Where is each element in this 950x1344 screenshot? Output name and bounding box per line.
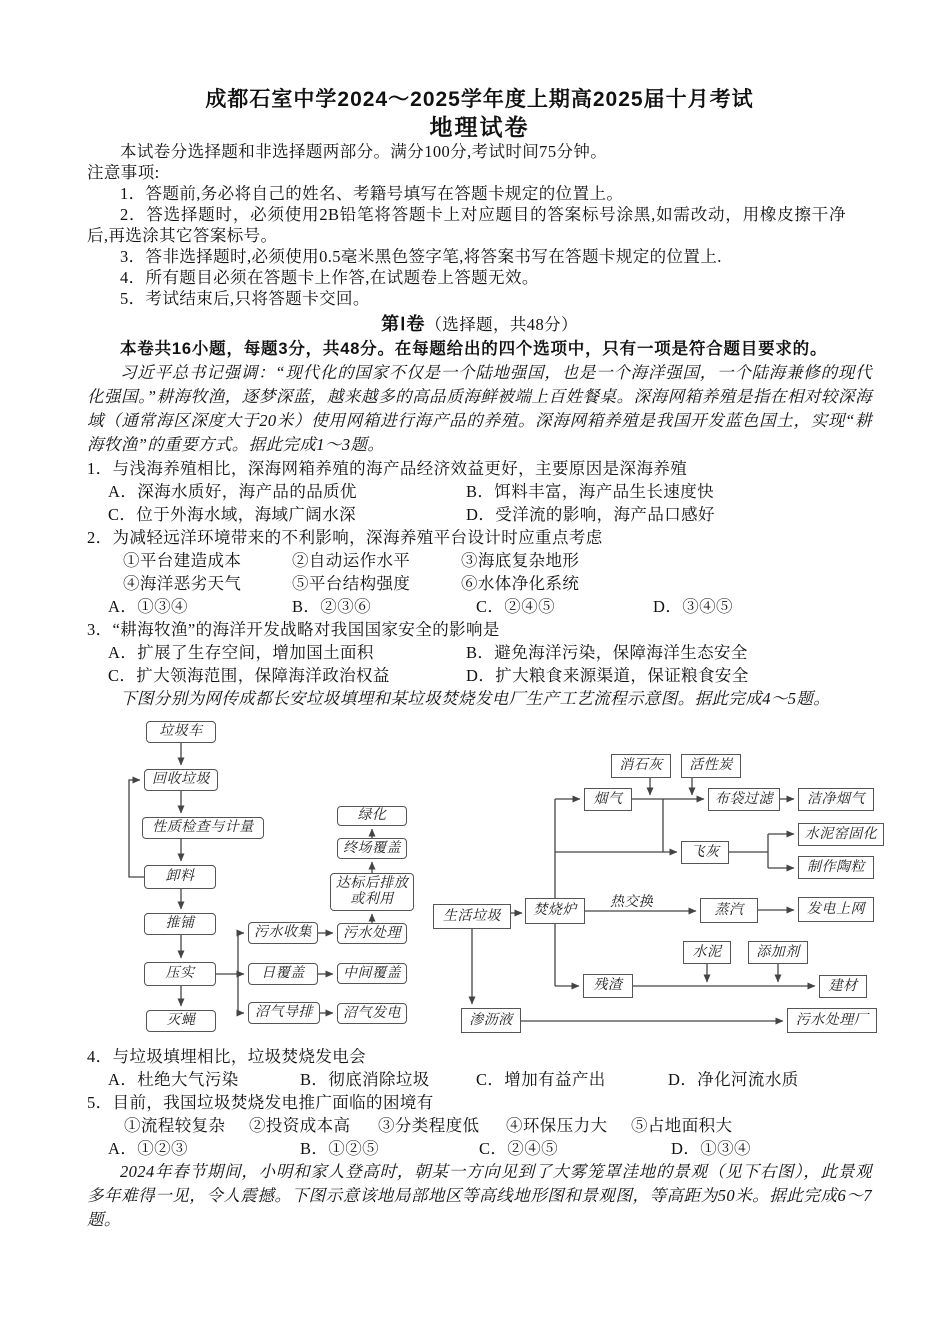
q5-answers-row: [87, 1137, 872, 1160]
notice-4: 4．所有题目必须在答题卡上作答,在试题卷上答题无效。: [120, 268, 539, 287]
q2-item-3: ③海底复杂地形: [461, 551, 580, 570]
flow-node-daily-cover: 日覆盖: [248, 963, 318, 985]
flow-node-unload: 卸料: [144, 865, 216, 889]
flow-node-household-waste: 生活垃圾: [433, 904, 511, 929]
flow-node-discharge-after-standard: 达标后排放或利用: [330, 873, 414, 911]
q2-item-2: ②自动运作水平: [292, 551, 411, 570]
q3-options-row1: [87, 641, 872, 664]
flow-node-final-cover: 终场覆盖: [337, 838, 407, 859]
flow-node-biogas-power: 沼气发电: [337, 1003, 407, 1024]
flow-node-fly-kill: 灭蝇: [146, 1010, 216, 1032]
q2-item-1: ①平台建造成本: [123, 551, 242, 570]
notice-heading: 注意事项:: [87, 163, 160, 182]
q5-option-c: C．②④⑤: [479, 1139, 559, 1158]
q2-option-a: A．①③④: [108, 597, 188, 616]
exam-title: 成都石室中学2024～2025学年度上期高2025届十月考试: [205, 88, 754, 111]
notice-5: 5．考试结束后,只将答题卡交回。: [120, 289, 370, 308]
flow-node-bag-filter: 布袋过滤: [708, 788, 780, 811]
flow-node-building-material: 建材: [819, 975, 867, 998]
q3-option-c: C．扩大领海范围，保障海洋政治权益: [108, 666, 390, 685]
volume-label: 第Ⅰ卷: [381, 314, 426, 334]
q1-option-b: B．饵料丰富，海产品生长速度快: [466, 482, 715, 501]
flow-node-sewage-plant: 污水处理厂: [787, 1008, 877, 1033]
flow-node-garbage-truck: 垃圾车: [146, 721, 216, 743]
flow-node-inspect-measure: 性质检查与计量: [142, 817, 264, 839]
flow-node-fly-ash: 飞灰: [681, 841, 729, 864]
flow-label-heat-exchange: 热交换: [610, 895, 654, 910]
q5-item-3: ③分类程度低: [378, 1116, 480, 1135]
flow-edges: [120, 711, 890, 1041]
q1-option-c: C．位于外海水域，海域广阔水深: [108, 505, 357, 524]
notice-2: 2．答选择题时，必须使用2B铅笔将答题卡上对应题目的答案标号涂黑,如需改动，用橡皮擦干净后,再选涂其它答案标号。: [87, 205, 846, 245]
flow-node-sewage-treatment: 污水处理: [337, 923, 407, 944]
q5-item-4: ④环保压力大: [506, 1116, 608, 1135]
flow-node-cement-kiln: 水泥窑固化: [798, 823, 884, 846]
flow-node-activated-carbon: 活性炭: [681, 754, 741, 778]
q2-answers-row: [87, 595, 872, 618]
q5-option-d: D．①③④: [671, 1139, 751, 1158]
q2-stem: 2．为减轻远洋环境带来的不利影响，深海养殖平台设计时应重点考虑: [87, 528, 603, 547]
flow-node-recycle-waste: 回收垃圾: [144, 769, 218, 791]
q1-options-row1: [87, 480, 872, 503]
flow-node-biogas-drain: 沼气导排: [248, 1002, 320, 1024]
flow-node-spread: 推铺: [144, 913, 216, 935]
passage-2: 下图分别为网传成都长安垃圾填埋和某垃圾焚烧发电厂生产工艺流程示意图。据此完成4～5题。: [120, 689, 831, 708]
flow-node-flue-gas: 烟气: [584, 788, 632, 811]
exam-subtitle: 地理试卷: [429, 114, 530, 140]
q4-option-b: B．彻底消除垃圾: [300, 1070, 430, 1089]
q1-options-row2: [87, 503, 872, 526]
notice-1: 1．答题前,务必将自己的姓名、考籍号填写在答题卡规定的位置上。: [120, 184, 624, 203]
q2-option-b: B．②③⑥: [292, 597, 372, 616]
q2-item-4: ④海洋恶劣天气: [123, 574, 242, 593]
q2-items-row1: [87, 549, 872, 572]
q2-item-5: ⑤平台结构强度: [292, 574, 411, 593]
q5-items-row: [87, 1114, 872, 1137]
q3-options-row2: [87, 664, 872, 687]
q2-item-6: ⑥水体净化系统: [461, 574, 580, 593]
q2-option-d: D．③④⑤: [653, 597, 733, 616]
flow-node-mid-cover: 中间覆盖: [337, 963, 407, 984]
q4-option-c: C．增加有益产出: [476, 1070, 606, 1089]
q2-option-c: C．②④⑤: [476, 597, 556, 616]
q3-option-d: D．扩大粮食来源渠道，保证粮食安全: [466, 666, 749, 685]
flow-node-steam: 蒸汽: [700, 898, 758, 923]
volume-note: （选择题，共48分）: [425, 315, 578, 334]
q3-stem: 3．“耕海牧渔”的海洋开发战略对我国国家安全的影响是: [87, 620, 500, 639]
q5-item-1: ①流程较复杂: [124, 1116, 226, 1135]
q1-stem: 1．与浅海养殖相比，深海网箱养殖的海产品经济效益更好，主要原因是深海养殖: [87, 459, 688, 478]
q1-option-a: A．深海水质好，海产品的品质优: [108, 482, 357, 501]
q4-stem: 4．与垃圾填埋相比，垃圾焚烧发电会: [87, 1047, 367, 1066]
flow-node-slaked-lime: 消石灰: [611, 754, 671, 778]
q4-option-a: A．杜绝大气污染: [108, 1070, 239, 1089]
flow-node-clean-gas: 洁净烟气: [798, 788, 874, 811]
flow-node-cement: 水泥: [683, 941, 731, 964]
q5-stem: 5．目前，我国垃圾焚烧发电推广面临的困境有: [87, 1093, 434, 1112]
q5-option-a: A．①②③: [108, 1139, 188, 1158]
q5-item-5: ⑤占地面积大: [631, 1116, 733, 1135]
flow-node-ceramsite: 制作陶粒: [798, 856, 874, 879]
q5-option-b: B．①②⑤: [300, 1139, 380, 1158]
flow-node-incinerator: 焚烧炉: [525, 898, 585, 924]
flow-node-residue: 残渣: [583, 974, 633, 998]
q4-option-d: D．净化河流水质: [668, 1070, 799, 1089]
flow-node-additive: 添加剂: [748, 941, 808, 964]
passage-3: 2024年春节期间，小明和家人登高时，朝某一方向见到了大雾笼罩洼地的景观（见下右图），此景观多年难得一见，令人震撼。下图示意该地局部地区等高线地形图和景观图，等高距为50米。据此完成6～7题。: [87, 1162, 872, 1229]
q4-options-row: [87, 1068, 872, 1091]
flow-node-grid-power: 发电上网: [798, 897, 874, 922]
flow-node-leachate: 渗沥液: [461, 1008, 521, 1033]
exam-intro: 本试卷分选择题和非选择题两部分。满分100分,考试时间75分钟。: [120, 142, 608, 161]
process-flow-diagram: [120, 711, 890, 1041]
q3-option-b: B．避免海洋污染，保障海洋生态安全: [466, 643, 748, 662]
section-instruction: 本卷共16小题，每题3分，共48分。在每题给出的四个选项中，只有一项是符合题目要求的。: [120, 340, 828, 358]
q3-option-a: A．扩展了生存空间，增加国土面积: [108, 643, 374, 662]
notice-3: 3．答非选择题时,必须使用0.5毫米黑色签字笔,将答案书写在答题卡规定的位置上.: [120, 247, 722, 266]
flow-node-compact: 压实: [144, 962, 216, 986]
q1-option-d: D．受洋流的影响，海产品口感好: [466, 505, 715, 524]
passage-1: 习近平总书记强调：“现代化的国家不仅是一个陆地强国，也是一个海洋强国，一个陆海兼修的现代化强国。”耕海牧渔，逐梦深蓝，越来越多的高品质海鲜被端上百姓餐桌。深海网箱养殖是指在相对较深海域（通常海区深度大于20米）使用网箱进行海产品的养殖。深海网箱养殖是我国开发蓝色国土，实现“耕海牧渔”的重要方式。据此完成1～3题。: [87, 363, 872, 454]
q5-item-2: ②投资成本高: [249, 1116, 351, 1135]
flow-node-greening: 绿化: [337, 806, 407, 826]
section-heading: [87, 311, 872, 338]
flow-node-sewage-collect: 污水收集: [248, 922, 318, 944]
q2-items-row2: [87, 572, 872, 595]
